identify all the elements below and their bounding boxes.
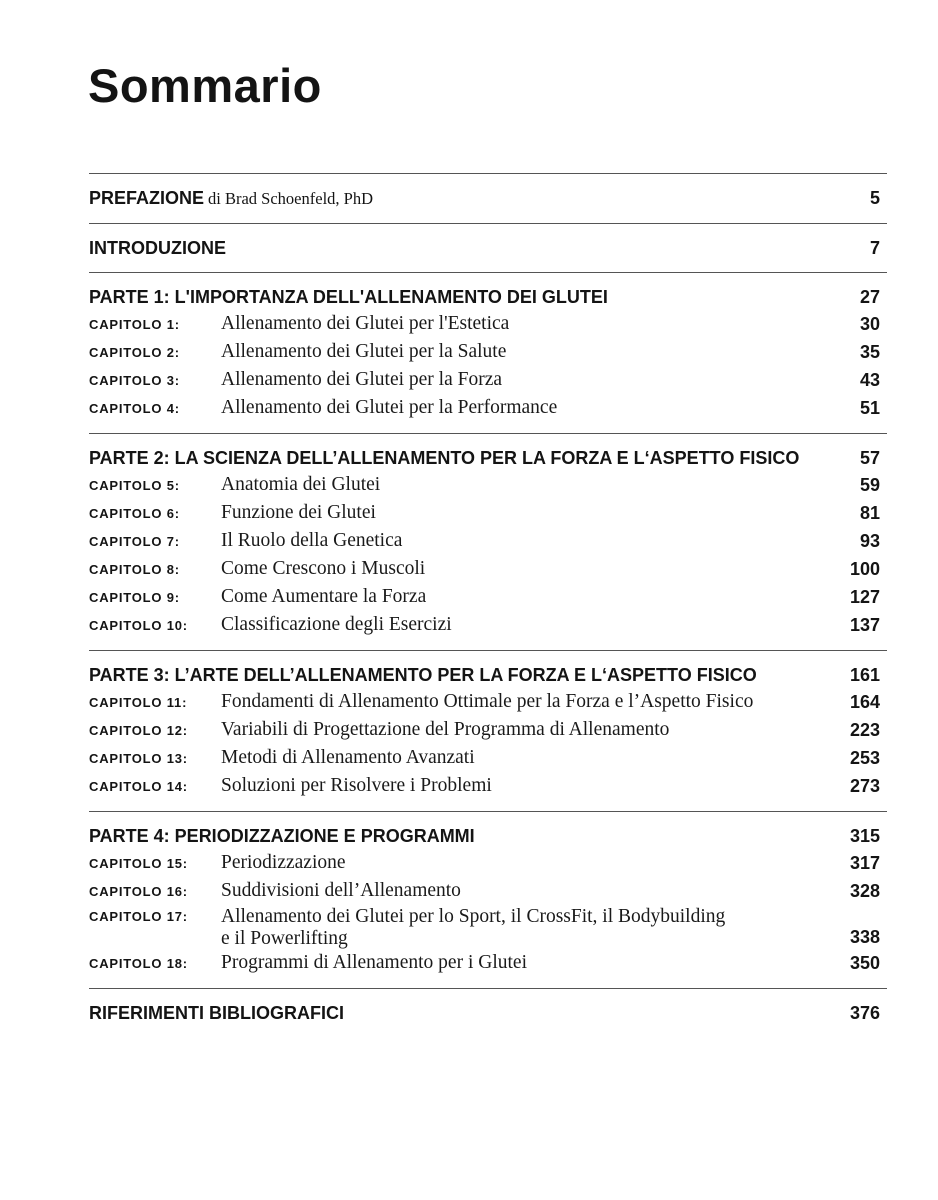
table-of-contents	[89, 173, 887, 1037]
chapter-title	[221, 395, 820, 422]
chapter-title-line: Il Ruolo della Genetica	[221, 530, 403, 551]
chapter-number: CAPITOLO 14:	[89, 779, 188, 794]
section-title	[89, 999, 820, 1027]
section-subtitle: di Brad Schoenfeld, PhD	[208, 189, 373, 208]
toc-section	[89, 812, 887, 988]
chapter-page-number: 223	[849, 720, 880, 740]
section-page-number: 57	[859, 448, 880, 468]
chapter-page-number: 100	[849, 559, 880, 579]
chapter-title-line: Come Crescono i Muscoli	[221, 558, 426, 579]
chapter-title-line: Allenamento dei Glutei per la Salute	[221, 341, 507, 362]
chapter-number: CAPITOLO 3:	[89, 373, 180, 388]
chapter-title-line: Allenamento dei Glutei per la Forza	[221, 369, 503, 390]
chapter-title-line: Come Aumentare la Forza	[221, 586, 427, 607]
chapter-entry	[89, 878, 880, 906]
chapter-number: CAPITOLO 4:	[89, 401, 180, 416]
section-heading	[89, 822, 880, 850]
chapter-entry	[89, 311, 880, 339]
chapter-entry	[89, 745, 880, 773]
chapter-title-line: Allenamento dei Glutei per lo Sport, il CrossFit, il Bodybuilding	[221, 906, 726, 927]
chapter-page-number: 35	[859, 342, 880, 362]
chapter-number: CAPITOLO 7:	[89, 534, 180, 549]
chapter-title-line: Soluzioni per Risolvere i Problemi	[221, 775, 492, 796]
chapter-title-line: Metodi di Allenamento Avanzati	[221, 747, 475, 768]
chapter-page-number: 137	[849, 615, 880, 635]
chapter-number: CAPITOLO 12:	[89, 723, 188, 738]
chapter-title	[221, 689, 820, 716]
chapter-number: CAPITOLO 17:	[89, 909, 188, 924]
chapter-title	[221, 773, 820, 800]
section-heading	[89, 444, 880, 472]
chapter-number: CAPITOLO 1:	[89, 317, 180, 332]
chapter-entry	[89, 584, 880, 612]
chapter-title-line: Programmi di Allenamento per i Glutei	[221, 952, 527, 973]
section-page-number: 376	[849, 1003, 880, 1023]
section-heading	[89, 661, 880, 689]
chapter-number: CAPITOLO 5:	[89, 478, 180, 493]
chapter-entry	[89, 950, 880, 978]
chapter-page-number: 51	[859, 398, 880, 418]
section-heading	[89, 184, 880, 213]
chapter-number: CAPITOLO 16:	[89, 884, 188, 899]
chapter-title	[221, 556, 820, 583]
chapter-page-number: 43	[859, 370, 880, 390]
chapter-page-number: 273	[849, 776, 880, 796]
chapter-page-number: 317	[849, 853, 880, 873]
section-heading	[89, 999, 880, 1027]
chapter-entry	[89, 367, 880, 395]
chapter-title	[221, 367, 820, 394]
section-label: PREFAZIONE	[89, 188, 205, 208]
chapter-page-number: 30	[859, 314, 880, 334]
chapter-number: CAPITOLO 9:	[89, 590, 180, 605]
chapter-page-number: 93	[859, 531, 880, 551]
toc-section	[89, 224, 887, 272]
chapter-entry	[89, 612, 880, 640]
chapter-title	[221, 717, 820, 744]
chapter-title	[221, 906, 820, 950]
chapter-title	[221, 472, 820, 499]
chapter-title	[221, 878, 820, 905]
chapter-number: CAPITOLO 10:	[89, 618, 188, 633]
section-page-number: 161	[849, 665, 880, 685]
chapter-title-line: Allenamento dei Glutei per l'Estetica	[221, 313, 510, 334]
chapter-number: CAPITOLO 13:	[89, 751, 188, 766]
chapter-title-line: Fondamenti di Allenamento Ottimale per la Forza e l’Aspetto Fisico	[221, 691, 754, 712]
section-label: PARTE 4: PERIODIZZAZIONE E PROGRAMMI	[89, 826, 475, 846]
chapter-page-number: 81	[859, 503, 880, 523]
chapter-title-line: Anatomia dei Glutei	[221, 474, 381, 495]
chapter-entry	[89, 773, 880, 801]
chapter-title	[221, 612, 820, 639]
chapter-number: CAPITOLO 15:	[89, 856, 188, 871]
section-title	[89, 234, 820, 262]
section-title	[89, 444, 820, 472]
chapter-title-line: Periodizzazione	[221, 852, 346, 873]
chapter-entry	[89, 500, 880, 528]
chapter-number: CAPITOLO 6:	[89, 506, 180, 521]
section-label: PARTE 2: LA SCIENZA DELL’ALLENAMENTO PER LA FORZA E L‘ASPETTO FISICO	[89, 448, 800, 468]
chapter-entry	[89, 717, 880, 745]
chapter-number: CAPITOLO 2:	[89, 345, 180, 360]
section-page-number: 315	[849, 826, 880, 846]
chapter-title-line: Suddivisioni dell’Allenamento	[221, 880, 461, 901]
chapter-page-number: 127	[849, 587, 880, 607]
chapter-page-number: 59	[859, 475, 880, 495]
toc-section	[89, 651, 887, 811]
section-title	[89, 822, 820, 850]
chapter-page-number: 253	[849, 748, 880, 768]
chapter-number: CAPITOLO 18:	[89, 956, 188, 971]
chapter-entry	[89, 472, 880, 500]
section-heading	[89, 234, 880, 262]
section-heading	[89, 283, 880, 311]
section-title	[89, 184, 820, 213]
section-page-number: 5	[869, 188, 880, 208]
section-label: PARTE 1: L'IMPORTANZA DELL'ALLENAMENTO DEI GLUTEI	[89, 287, 608, 307]
chapter-title-line: Funzione dei Glutei	[221, 502, 376, 523]
chapter-title	[221, 339, 820, 366]
chapter-title	[221, 950, 820, 977]
chapter-entry	[89, 906, 880, 950]
toc-section	[89, 174, 887, 223]
page-title: Sommario	[88, 59, 322, 112]
toc-section	[89, 434, 887, 650]
section-title	[89, 661, 820, 689]
chapter-number: CAPITOLO 8:	[89, 562, 180, 577]
chapter-entry	[89, 556, 880, 584]
chapter-title-line: Variabili di Progettazione del Programma di Allenamento	[221, 719, 670, 740]
section-page-number: 7	[869, 238, 880, 258]
chapter-page-number: 350	[849, 953, 880, 973]
chapter-entry	[89, 339, 880, 367]
chapter-title-line: Classificazione degli Esercizi	[221, 614, 452, 635]
chapter-entry	[89, 395, 880, 423]
chapter-entry	[89, 528, 880, 556]
chapter-title-line: Allenamento dei Glutei per la Performance	[221, 397, 558, 418]
chapter-entry	[89, 850, 880, 878]
chapter-number: CAPITOLO 11:	[89, 695, 188, 710]
chapter-title	[221, 311, 820, 338]
section-label: INTRODUZIONE	[89, 238, 226, 258]
toc-section	[89, 989, 887, 1037]
chapter-page-number: 328	[849, 881, 880, 901]
chapter-title	[221, 528, 820, 555]
chapter-title-line-2: e il Powerlifting	[221, 928, 348, 949]
section-title	[89, 283, 820, 311]
chapter-title	[221, 850, 820, 877]
chapter-title	[221, 745, 820, 772]
chapter-title	[221, 584, 820, 611]
chapter-entry	[89, 689, 880, 717]
chapter-page-number: 164	[849, 692, 880, 712]
chapter-title	[221, 500, 820, 527]
section-page-number: 27	[859, 287, 880, 307]
toc-section	[89, 273, 887, 433]
section-label: PARTE 3: L’ARTE DELL’ALLENAMENTO PER LA FORZA E L‘ASPETTO FISICO	[89, 665, 757, 685]
section-label: RIFERIMENTI BIBLIOGRAFICI	[89, 1003, 344, 1023]
chapter-page-number: 338	[849, 927, 880, 947]
